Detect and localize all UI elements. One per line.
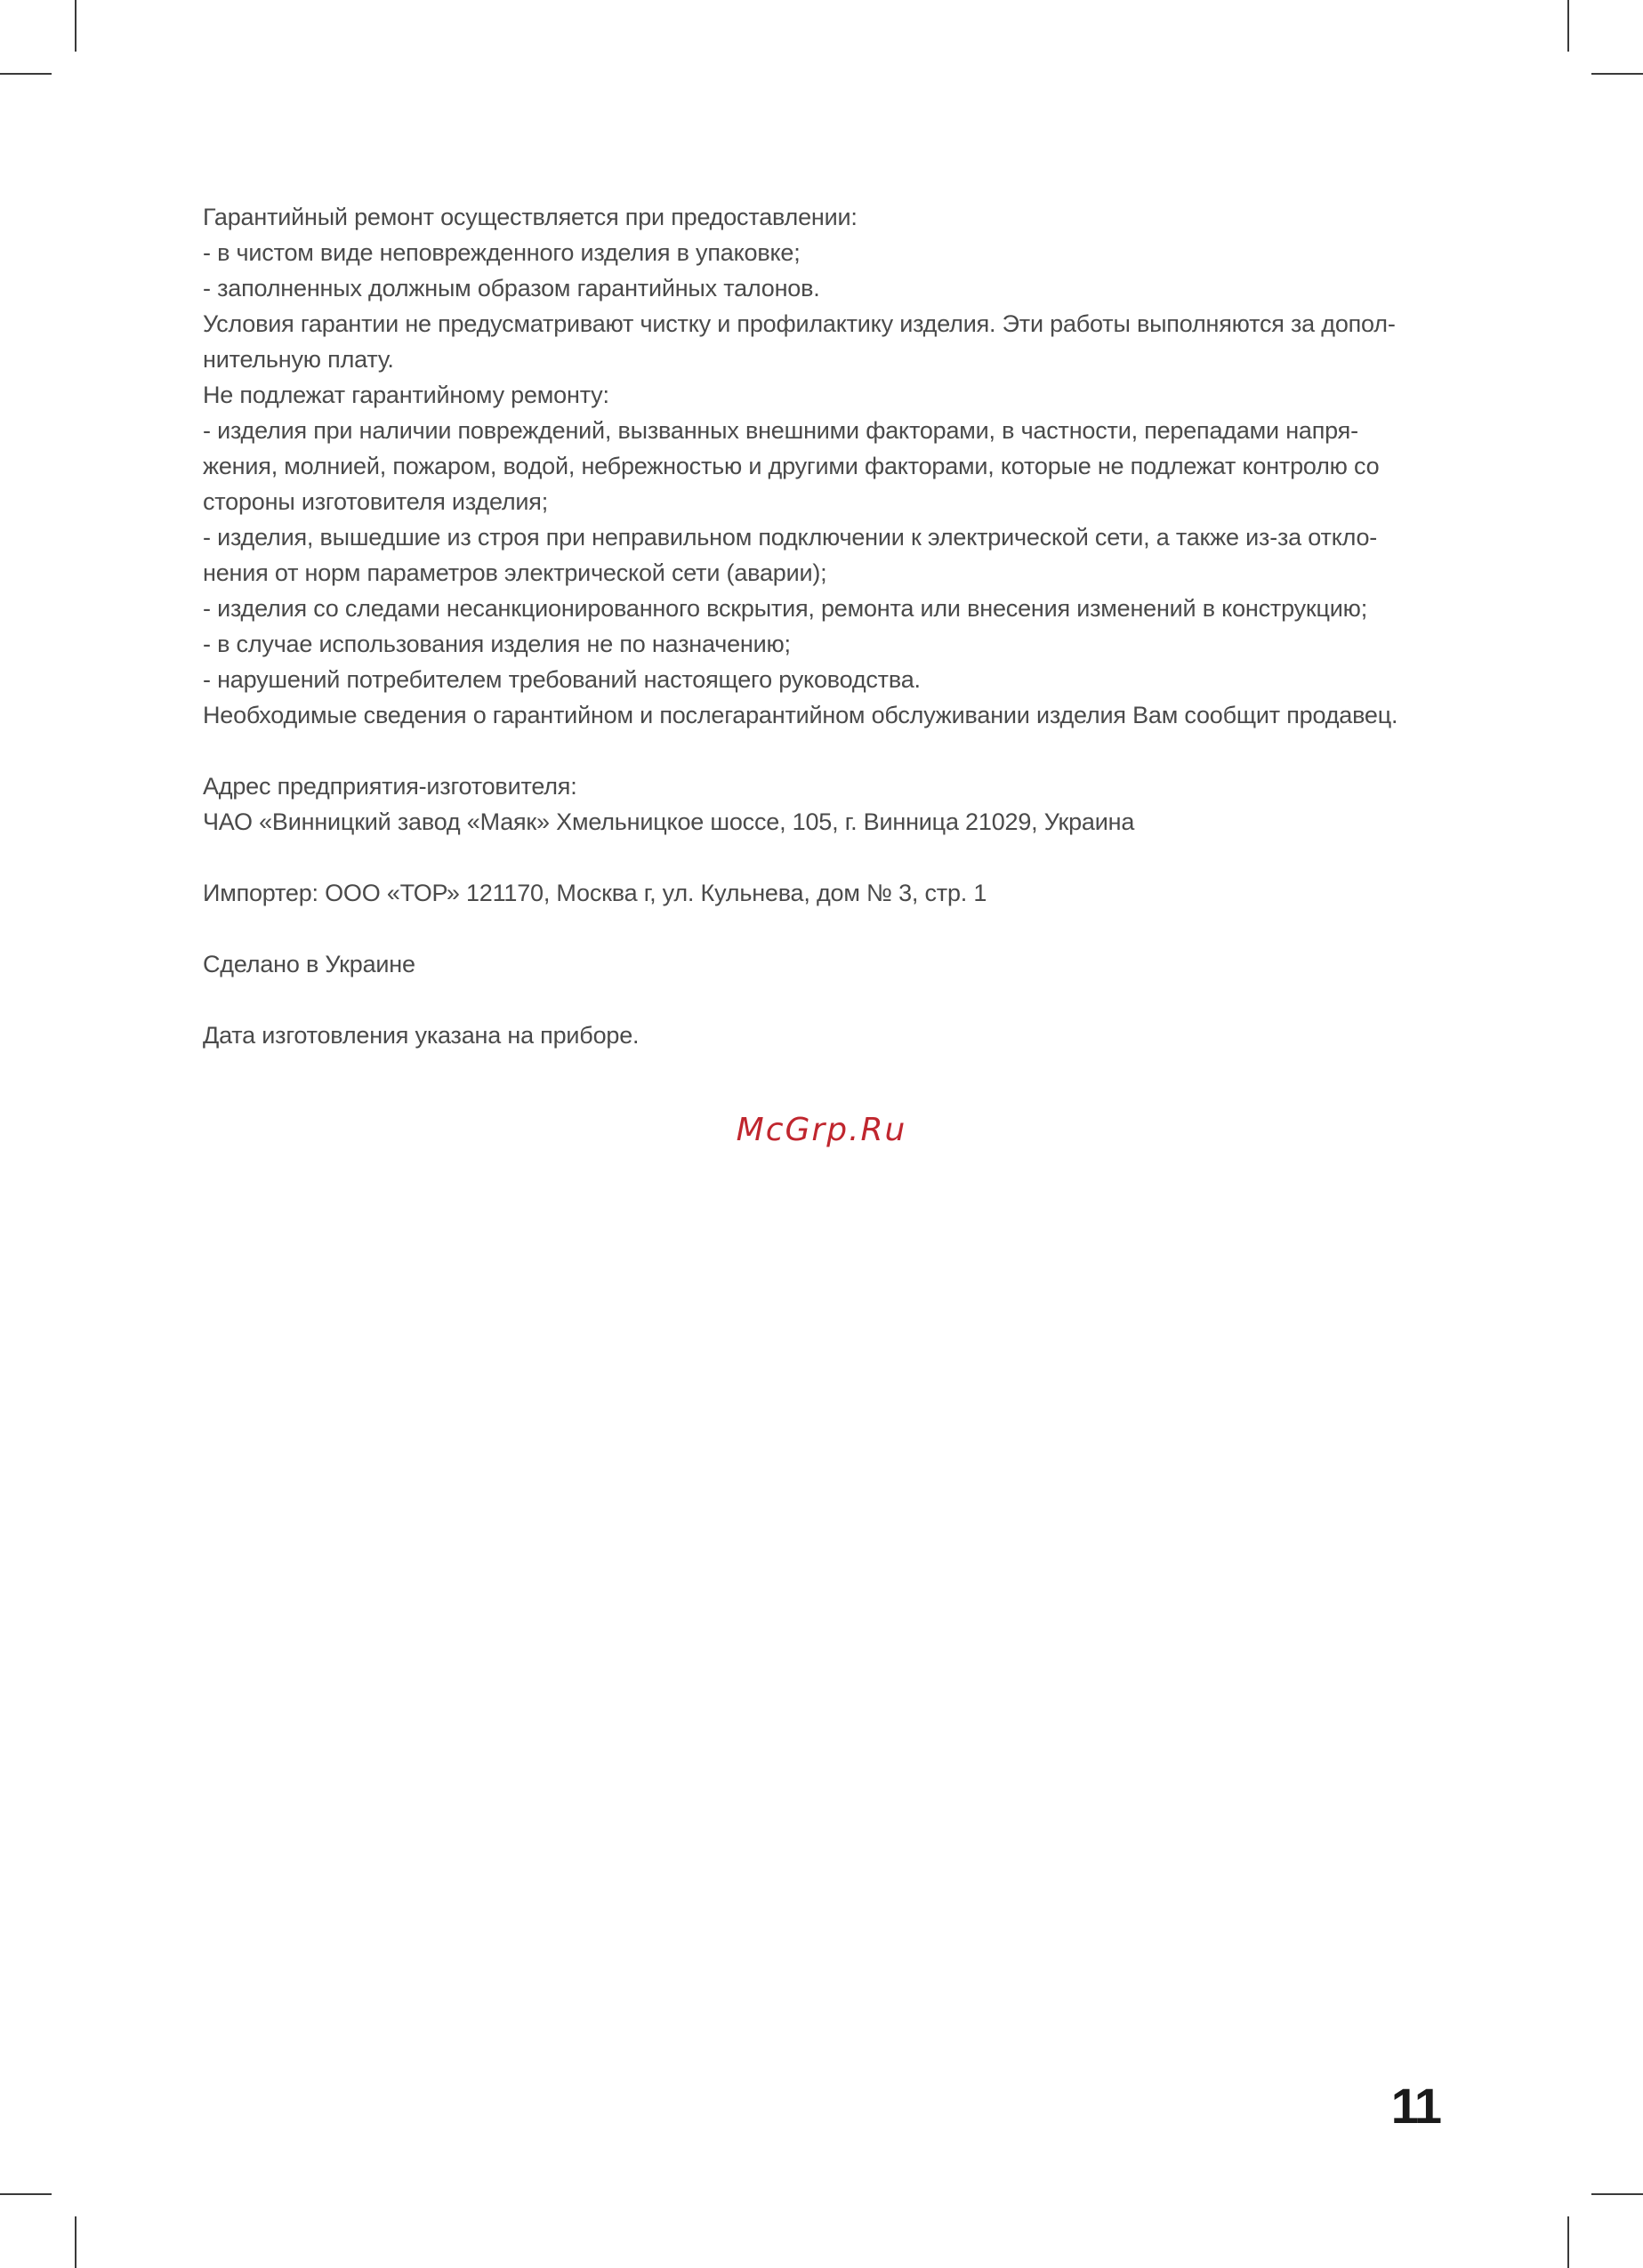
warranty-condition: - заполненных должным образом гарантийных талонов. [203, 275, 820, 302]
crop-mark-bottom-right-horizontal [1591, 2193, 1643, 2195]
importer-info: Импортер: ООО «ТОР» 121170, Москва г, ул. Кульнева, дом № 3, стр. 1 [203, 880, 987, 906]
crop-mark-top-left-horizontal [0, 73, 52, 75]
exclusion-line: - изделия со следами несанкционированного вскрытия, ремонта или внесения изменений в конструкцию; [203, 595, 1368, 622]
spacer [203, 840, 1439, 875]
warranty-note: Условия гарантии не предусматривают чистку и профилактику изделия. Эти работы выполняются за допол- [203, 310, 1396, 337]
page-number: 11 [1390, 2078, 1440, 2134]
crop-mark-bottom-right-vertical [1567, 2216, 1569, 2268]
spacer [203, 982, 1439, 1017]
exclusions-title: Не подлежат гарантийному ремонту: [203, 382, 609, 408]
exclusion-line: - в случае использования изделия не по назначению; [203, 631, 791, 657]
crop-mark-bottom-left-horizontal [0, 2193, 52, 2195]
warranty-condition: - в чистом виде неповрежденного изделия в упаковке; [203, 239, 801, 266]
warranty-note: нительную плату. [203, 346, 394, 373]
manufacturer-label: Адрес предприятия-изготовителя: [203, 773, 577, 800]
spacer [203, 733, 1439, 768]
crop-mark-bottom-left-vertical [75, 2216, 77, 2268]
crop-mark-top-right-vertical [1567, 0, 1569, 52]
service-info: Необходимые сведения о гарантийном и послегарантийном обслуживании изделия Вам сообщит продавец. [203, 702, 1398, 728]
exclusion-line: нения от норм параметров электрической сети (аварии); [203, 559, 827, 586]
exclusion-line: - нарушений потребителем требований настоящего руководства. [203, 666, 921, 693]
crop-mark-top-left-vertical [75, 0, 77, 52]
document-body [203, 199, 1439, 1053]
crop-mark-top-right-horizontal [1591, 73, 1643, 75]
manufacturer-address: ЧАО «Винницкий завод «Маяк» Хмельницкое шоссе, 105, г. Винница 21029, Украина [203, 808, 1135, 835]
exclusion-line: жения, молнией, пожаром, водой, небрежностью и другими факторами, которые не подлежат контролю со [203, 453, 1380, 479]
country-of-origin: Сделано в Украине [203, 951, 415, 977]
exclusion-line: стороны изготовителя изделия; [203, 488, 549, 515]
spacer [203, 911, 1439, 946]
manufacture-date-note: Дата изготовления указана на приборе. [203, 1022, 640, 1049]
warranty-intro: Гарантийный ремонт осуществляется при предоставлении: [203, 204, 858, 230]
exclusion-line: - изделия при наличии повреждений, вызванных внешними факторами, в частности, перепадами напря- [203, 417, 1358, 444]
watermark-link[interactable]: McGrp.Ru [736, 1112, 907, 1148]
exclusion-line: - изделия, вышедшие из строя при неправильном подключении к электрической сети, а также из-за откло- [203, 524, 1378, 551]
